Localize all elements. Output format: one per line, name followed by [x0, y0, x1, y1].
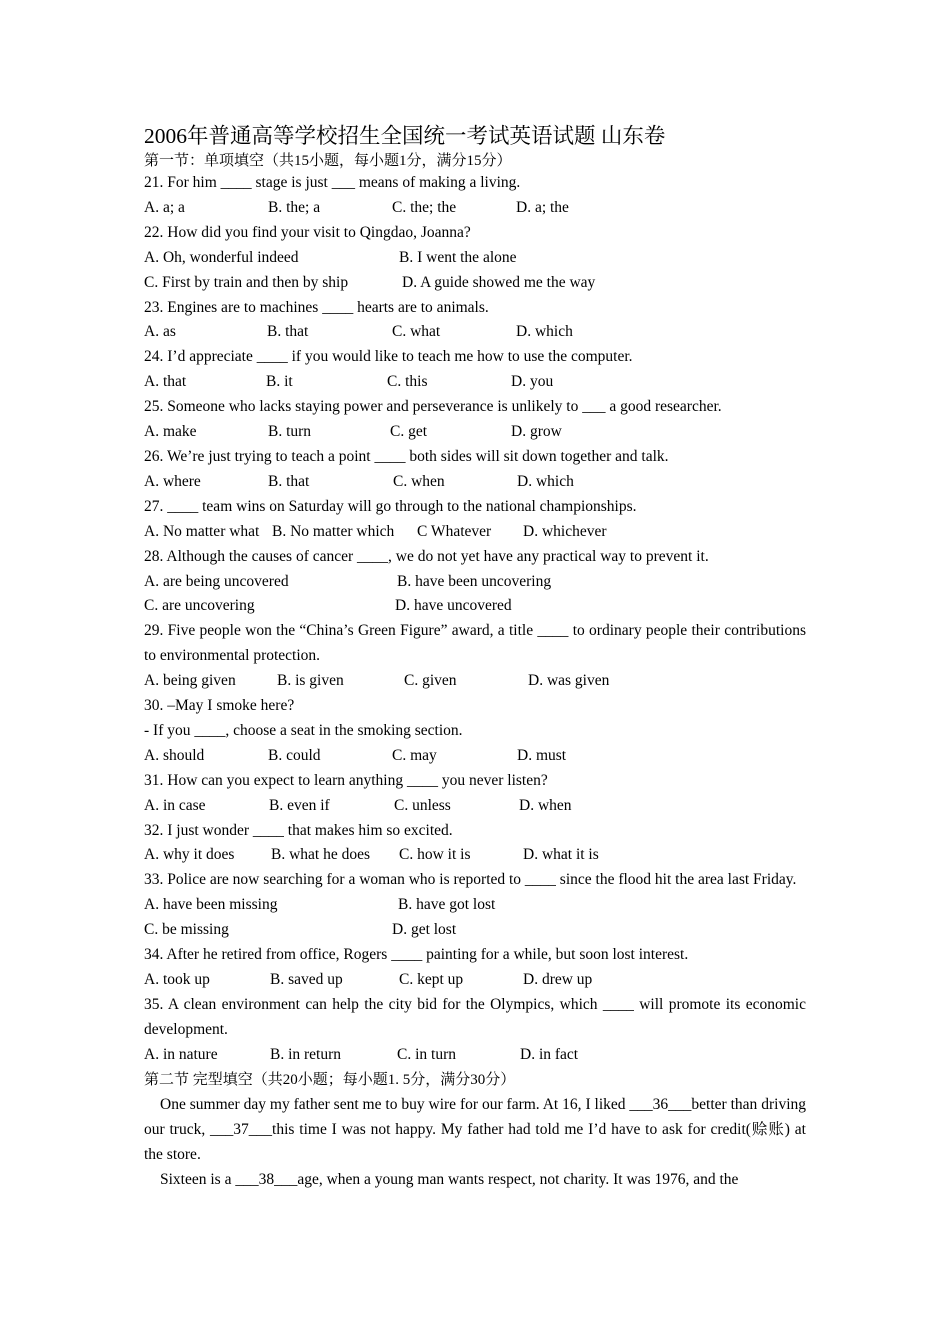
option-d: D. A guide showed me the way: [402, 273, 596, 291]
question-24-options: [144, 370, 806, 395]
option-c: C. are uncovering: [144, 597, 255, 615]
question-21-options: [144, 196, 806, 221]
question-30-options: [144, 744, 806, 769]
question-29-options: [144, 669, 806, 694]
question-28-stem: 28. Although the causes of cancer ____, we do not yet have any practical way to prevent it.: [144, 547, 709, 565]
option-b: B. is given: [277, 672, 344, 690]
option-a: A. took up: [144, 971, 210, 988]
question-35-stem: 35. A clean environment can help the city bid for the Olympics, which ____ will promote its economic development.: [144, 995, 806, 1038]
question-31-stem: 31. How can you expect to learn anything ____ you never listen?: [144, 771, 548, 789]
question-28-options-row1: [144, 570, 806, 595]
question-33-stem: 33. Police are now searching for a woman who is reported to ____ since the flood hit the area last Friday.: [144, 871, 797, 889]
question-30-stem: 30. –May I smoke here?: [144, 697, 295, 715]
option-a: A. Oh, wonderful indeed: [144, 248, 299, 266]
question-21-stem: 21. For him ____ stage is just ___ means of making a living.: [144, 174, 521, 191]
option-b: B. No matter which: [272, 522, 395, 540]
question-28-options-row2: [144, 594, 806, 619]
option-d: D. in fact: [520, 1045, 579, 1063]
option-c: C. how it is: [399, 846, 471, 864]
option-d: D. whichever: [523, 522, 607, 540]
section-1-heading: 第一节：单项填空（共15小题，每小题1分，满分15分）: [144, 153, 512, 169]
option-b: B. I went the alone: [399, 248, 517, 266]
question-23-options: [144, 320, 806, 345]
option-d: D. which: [517, 472, 574, 490]
option-a: A. that: [144, 373, 187, 391]
option-c: C. the; the: [392, 198, 457, 216]
question-25-stem: 25. Someone who lacks staying power and perseverance is unlikely to ___ a good researcher.: [144, 398, 722, 416]
option-a: A. have been missing: [144, 896, 278, 914]
option-a: A. as: [144, 323, 176, 341]
option-b: B. have got lost: [398, 896, 496, 914]
option-a: A. where: [144, 472, 201, 490]
question-25-options: [144, 420, 806, 445]
option-a: A. No matter what: [144, 522, 260, 540]
option-b: B. in return: [270, 1045, 342, 1063]
option-c: C. in turn: [397, 1045, 456, 1063]
question-34-stem: 34. After he retired from office, Rogers ____ painting for a while, but soon lost interest.: [144, 946, 689, 964]
section-2-heading: 第二节 完型填空（共20小题；每小题1. 5分，满分30分）: [144, 1071, 516, 1088]
option-b: B. have been uncovering: [397, 572, 552, 590]
option-b: B. what he does: [271, 846, 371, 864]
option-b: B. saved up: [270, 971, 343, 988]
question-32-stem: 32. I just wonder ____ that makes him so excited.: [144, 821, 453, 839]
question-31-options: [144, 794, 806, 819]
option-a: A. a; a: [144, 198, 185, 216]
option-d: D. which: [516, 323, 573, 341]
question-34-options: [144, 968, 806, 993]
question-30-reply: - If you ____, choose a seat in the smoking section.: [144, 721, 463, 739]
option-c: C. be missing: [144, 921, 229, 939]
option-b: B. that: [267, 323, 309, 341]
question-32-options: [144, 843, 806, 868]
cloze-paragraph-1: One summer day my father sent me to buy wire for our farm. At 16, I liked ___36___better than driving our truck, ___37___this time I was not happy. My father had told me I’d have to ask for credit(赊账) at the store.: [144, 1095, 806, 1163]
question-26-options: [144, 470, 806, 495]
exam-page: [144, 121, 806, 1192]
option-a: A. in nature: [144, 1045, 218, 1063]
cloze-paragraph-2: Sixteen is a ___38___age, when a young man wants respect, not charity. It was 1976, and the: [160, 1170, 739, 1188]
option-c: C. what: [392, 323, 441, 341]
option-c: C. when: [393, 472, 445, 490]
question-22-options-row1: [144, 246, 806, 271]
option-a: A. why it does: [144, 846, 235, 864]
option-c: C. First by train and then by ship: [144, 273, 349, 291]
option-c: C. unless: [394, 796, 451, 814]
option-c: C Whatever: [417, 522, 492, 540]
option-b: B. turn: [268, 423, 312, 441]
option-a: A. should: [144, 746, 205, 764]
option-d: D. have uncovered: [395, 597, 512, 615]
option-d: D. when: [519, 796, 572, 814]
option-a: A. being given: [144, 672, 236, 690]
option-a: A. in case: [144, 796, 206, 814]
option-c: C. this: [387, 373, 428, 391]
question-35-options: [144, 1043, 806, 1068]
option-b: B. even if: [269, 796, 330, 814]
option-b: B. it: [266, 373, 293, 391]
option-d: D. get lost: [392, 921, 457, 939]
option-c: C. get: [390, 423, 428, 441]
question-27-options: [144, 520, 806, 545]
option-d: D. you: [511, 373, 554, 391]
question-24-stem: 24. I’d appreciate ____ if you would like to teach me how to use the computer.: [144, 348, 633, 366]
question-29-stem: 29. Five people won the “China’s Green Figure” award, a title ____ to ordinary people their contributions to environmental protection.: [144, 622, 806, 665]
question-23-stem: 23. Engines are to machines ____ hearts are to animals.: [144, 298, 489, 316]
option-a: A. make: [144, 423, 197, 441]
option-b: B. the; a: [268, 198, 321, 216]
option-c: C. may: [392, 746, 437, 764]
question-33-options-row2: [144, 918, 806, 943]
option-d: D. grow: [511, 423, 562, 441]
option-d: D. a; the: [516, 198, 569, 216]
option-d: D. drew up: [523, 971, 593, 988]
option-d: D. was given: [528, 672, 610, 690]
question-22-options-row2: [144, 271, 806, 296]
option-d: D. must: [517, 746, 567, 764]
question-33-options-row1: [144, 893, 806, 918]
question-26-stem: 26. We’re just trying to teach a point ____ both sides will sit down together and talk.: [144, 447, 669, 465]
exam-title: 2006年普通高等学校招生全国统一考试英语试题 山东卷: [144, 124, 666, 148]
question-22-stem: 22. How did you find your visit to Qingdao, Joanna?: [144, 223, 471, 241]
option-b: B. that: [268, 472, 310, 490]
option-c: C. kept up: [399, 971, 464, 988]
option-a: A. are being uncovered: [144, 572, 289, 590]
option-b: B. could: [268, 746, 321, 764]
option-c: C. given: [404, 672, 457, 690]
option-d: D. what it is: [523, 846, 599, 864]
question-27-stem: 27. ____ team wins on Saturday will go through to the national championships.: [144, 497, 637, 515]
